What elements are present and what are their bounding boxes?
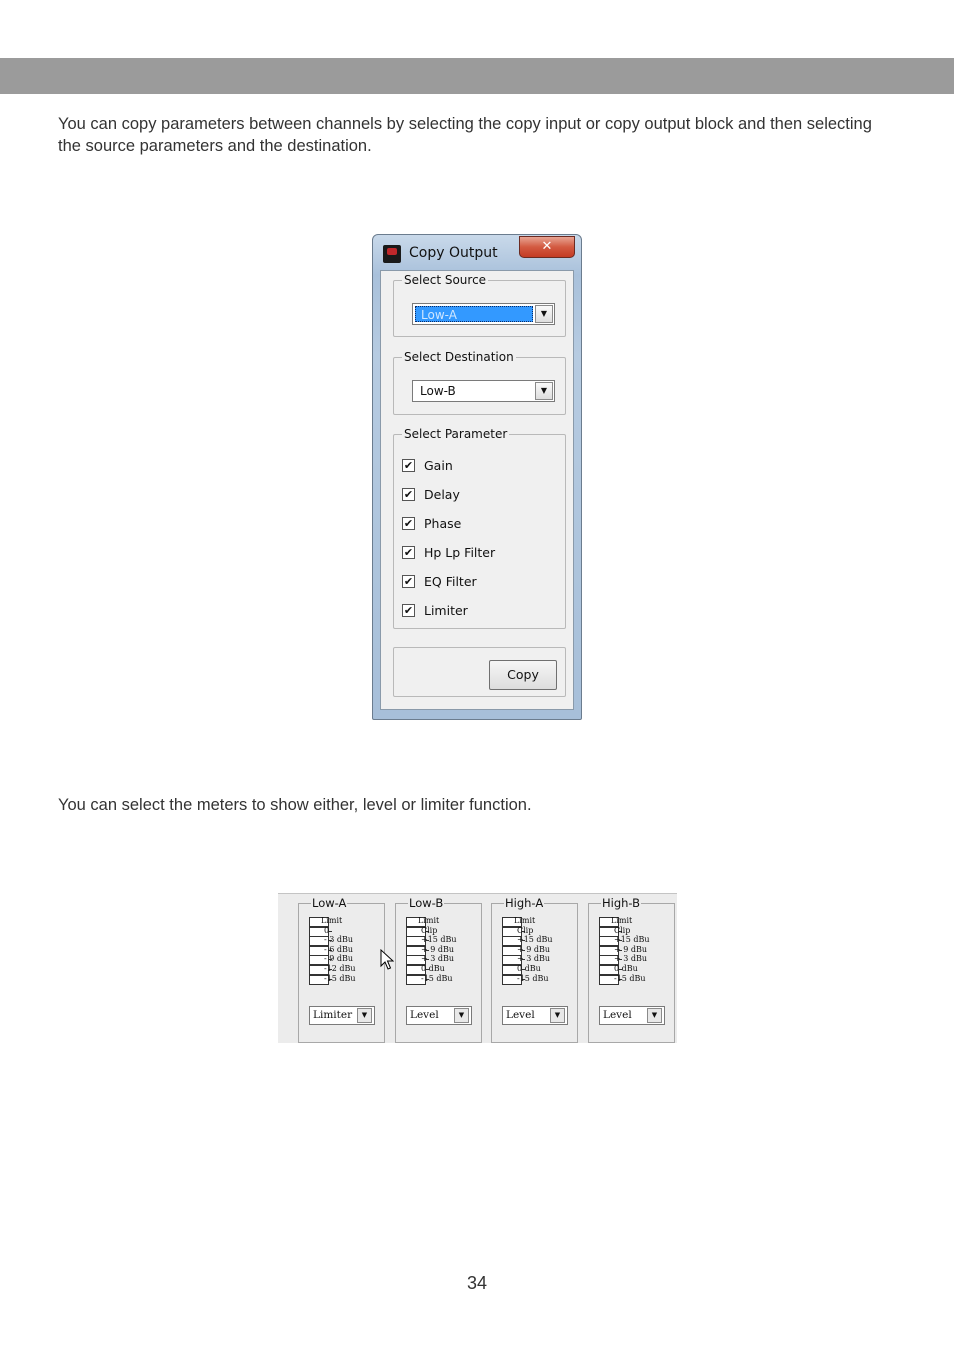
meter-low-b: [395, 896, 482, 1043]
meter-mode-select[interactable]: [406, 1006, 472, 1025]
mouse-cursor-icon: [380, 949, 394, 971]
meter-scale-label: Clip: [614, 925, 631, 935]
meter-mode-value: Level: [506, 1009, 535, 1021]
meter-title: High-B: [602, 896, 641, 910]
destination-select[interactable]: [412, 380, 555, 402]
source-select[interactable]: [412, 303, 555, 325]
checkbox-label: EQ Filter: [424, 574, 477, 589]
meter-scale-label: Limit: [514, 916, 536, 925]
meter-scale-label: - 3 dBu: [324, 935, 354, 945]
copy-button[interactable]: Copy: [489, 660, 557, 690]
checkbox-label: Hp Lp Filter: [424, 545, 496, 560]
checkbox-label: Limiter: [424, 603, 468, 618]
check-icon[interactable]: ✔: [403, 459, 414, 472]
chevron-down-icon[interactable]: ▼: [550, 1008, 565, 1023]
chevron-down-icon[interactable]: ▼: [647, 1008, 662, 1023]
dialog-client-area: [380, 270, 574, 710]
meter-high-b: [588, 896, 675, 1043]
meter-scale-label: + 9 dBu: [517, 944, 551, 954]
check-icon[interactable]: ✔: [403, 488, 414, 501]
meter-scale-label: +15 dBu: [421, 935, 457, 945]
copy-button-group: [393, 647, 566, 697]
meter-scale-label: +15 dBu: [517, 935, 553, 945]
meter-scale-label: + 9 dBu: [421, 944, 455, 954]
select-destination-label: Select Destination: [404, 350, 514, 364]
meter-scale-label: -12 dBu: [324, 964, 356, 973]
meter-scale-label: - 9 dBu: [324, 954, 354, 964]
meter-mode-select[interactable]: [599, 1006, 665, 1025]
meter-scale-label: + 3 dBu: [614, 954, 648, 964]
dialog-title: Copy Output: [409, 245, 498, 261]
meter-title: Low-A: [312, 896, 347, 910]
copy-output-dialog: [372, 234, 582, 720]
meter-scale-label: 0 dBu: [421, 964, 445, 973]
meter-scale-label: 0: [324, 925, 330, 935]
meter-mode-select[interactable]: [502, 1006, 568, 1025]
check-icon[interactable]: ✔: [403, 517, 414, 530]
meter-scale-label: + 3 dBu: [517, 954, 551, 964]
meter-scale-label: Limit: [611, 916, 633, 925]
meter-scale-label: +15 dBu: [614, 935, 650, 945]
chevron-down-icon[interactable]: ▼: [535, 382, 553, 400]
meter-low-a: [298, 896, 385, 1043]
check-icon[interactable]: ✔: [403, 604, 414, 617]
meter-scale-label: -15 dBu: [614, 973, 646, 983]
select-source-group: [393, 273, 566, 337]
meter-title: High-A: [505, 896, 544, 910]
meter-scale-label: Limit: [321, 916, 343, 925]
select-parameter-label: Select Parameter: [404, 427, 508, 441]
select-parameter-group: [393, 427, 566, 629]
chevron-down-icon[interactable]: ▼: [535, 305, 553, 323]
meter-scale-label: -15 dBu: [421, 973, 453, 983]
meter-mode-value: Limiter: [313, 1009, 353, 1021]
close-button[interactable]: ✕: [519, 236, 575, 258]
meter-scale-label: - 6 dBu: [324, 944, 354, 954]
chevron-down-icon[interactable]: ▼: [357, 1008, 372, 1023]
meters-paragraph: You can select the meters to show either, level or limiter function.: [58, 796, 532, 814]
meter-mode-value: Level: [410, 1009, 439, 1021]
meters-panel: [278, 893, 677, 1043]
checkbox-label: Gain: [424, 458, 453, 473]
meter-scale-label: + 3 dBu: [421, 954, 455, 964]
meter-scale-label: -15 dBu: [517, 973, 549, 983]
meter-scale-label: -15 dBu: [324, 973, 356, 983]
source-select-value: Low-A: [415, 306, 533, 322]
header-bar: [0, 58, 954, 94]
meter-scale-label: Clip: [517, 925, 534, 935]
checkbox-label: Phase: [424, 516, 462, 531]
meter-scale-label: 0 dBu: [517, 964, 541, 973]
meter-mode-value: Level: [603, 1009, 632, 1021]
app-icon: [383, 245, 401, 263]
check-icon[interactable]: ✔: [403, 546, 414, 559]
destination-select-value: Low-B: [420, 384, 456, 398]
meter-scale-label: + 9 dBu: [614, 944, 648, 954]
checkbox-label: Delay: [424, 487, 460, 502]
select-source-label: Select Source: [404, 273, 487, 287]
meter-scale-label: Clip: [421, 925, 438, 935]
chevron-down-icon[interactable]: ▼: [454, 1008, 469, 1023]
check-icon[interactable]: ✔: [403, 575, 414, 588]
select-destination-group: [393, 350, 566, 415]
meter-scale-label: 0 dBu: [614, 964, 638, 973]
meter-scale-label: Limit: [418, 916, 440, 925]
meter-mode-select[interactable]: [309, 1006, 375, 1025]
page-number: 34: [466, 1273, 488, 1293]
meter-title: Low-B: [409, 896, 444, 910]
intro-paragraph: You can copy parameters between channels by selecting the copy input or copy output block and then selecting the source parameters and the destination.: [58, 115, 872, 155]
meter-high-a: [491, 896, 578, 1043]
